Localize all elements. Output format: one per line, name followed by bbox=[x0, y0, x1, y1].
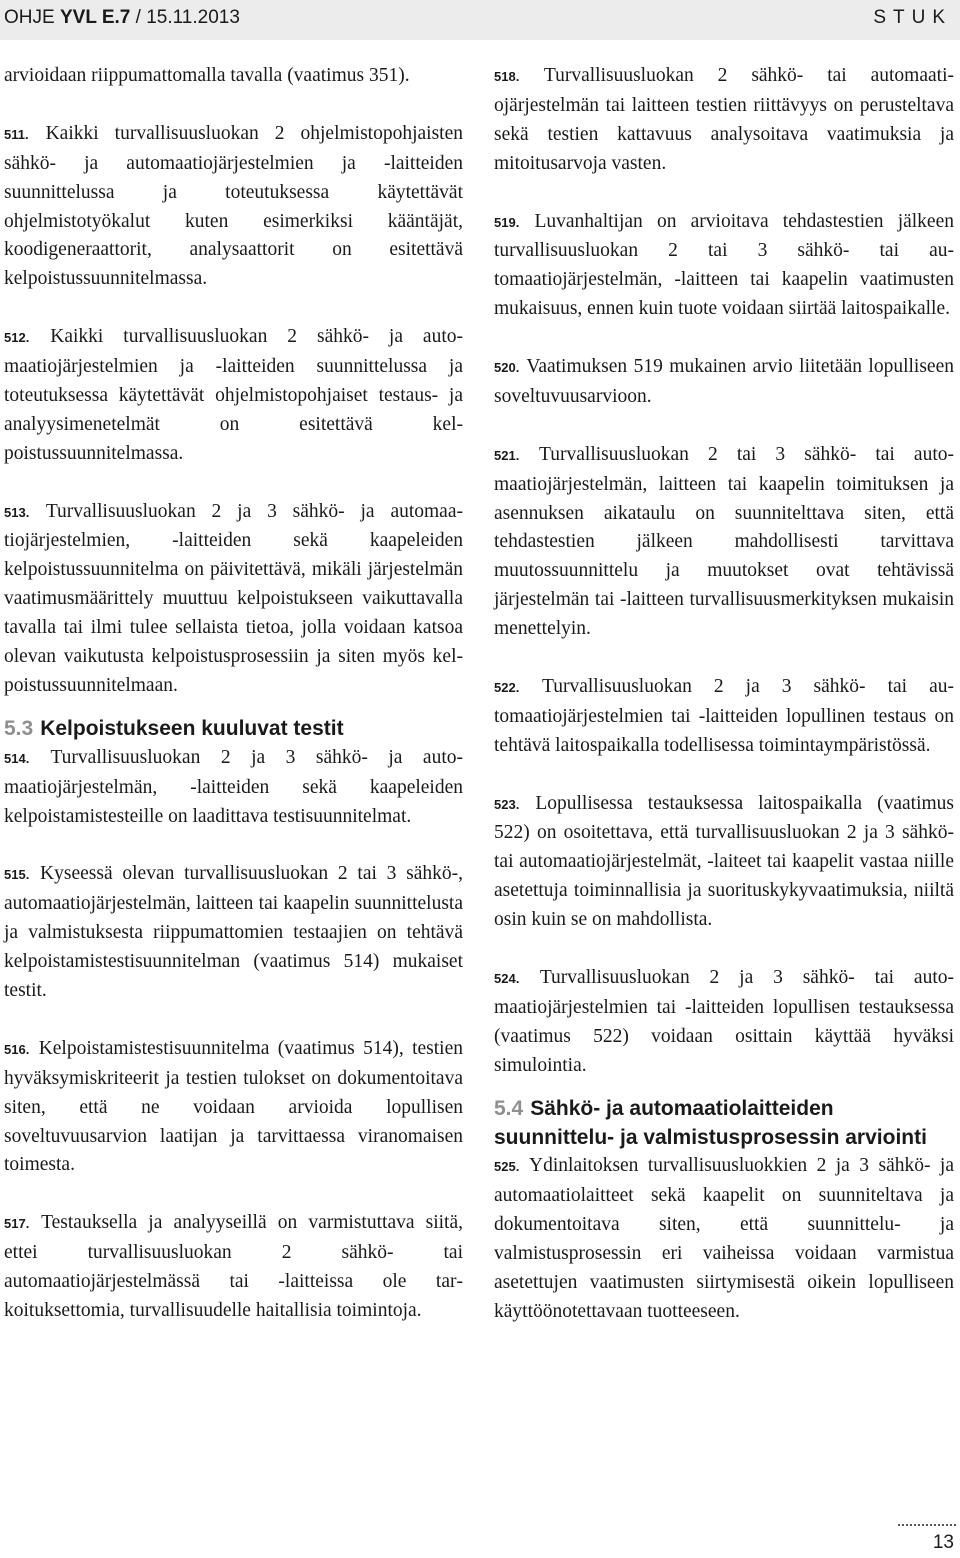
requirement-text: Kaikki turvallisuusluokan 2 sähkö- ja automaatiojärjestelmien ja -laitteiden suunnittelussa ja toteutuksessa käytettävät ohjelmistopohjaiset testaus- ja analyysimenetelmät on esitettävä kelpoistussuunnitelmassa. bbox=[4, 326, 463, 464]
requirement-512 bbox=[4, 323, 463, 469]
requirement-text: Turvallisuusluokan 2 tai 3 sähkö- tai automaatiojärjestelmän, laitteen tai kaapelin toimituksen ja asennuksen aikataulu on suunnitelttava siten, että tehdastestien jälkeen mahdollisesti tarvittava muutossuunnittelu ja muutokset ovat tehtävissä järjestelmän tai -laitteen turvallisuusmerkityksen mukaisin menettelyin. bbox=[494, 443, 954, 640]
guide-label: OHJE bbox=[4, 7, 55, 28]
requirement-text: Vaatimuksen 519 mukainen arvio liitetään lopulliseen soveltuvuusarvioon. bbox=[494, 356, 954, 407]
right-column bbox=[494, 62, 954, 1356]
requirement-text: Kaikki turvallisuusluokan 2 ohjelmistopohjaisten sähkö- ja automaatiojärjestelmien ja -laitteiden suunnittelussa ja toteutuksessa käytettävät ohjelmistotyökalut kuten esimerkiksi kääntäjät, koodigeneraattorit, analysaattorit on esitettävä kelpoistussuunnitelmassa. bbox=[4, 122, 463, 290]
requirement-text: Turvallisuusluokan 2 sähkö- tai automaatiojärjestelmän tai laitteen testien riittävyys on perusteltava sekä testien kattavuus analysoitava vaatimuksia ja mitoitusarvoja vasten. bbox=[494, 65, 954, 174]
requirement-text: Turvallisuusluokan 2 ja 3 sähkö- ja automaatiojärjestelmien, -laitteiden sekä kaapeleiden kelpoistussuunnitelma on päivitettävä, mikäli järjestelmän vaatimusmäärittely muuttuu kelpoistukseen vaikuttavalla tavalla tai ilmi tulee sellaista tietoa, jolla voidaan katsoa olevan vaikutusta kelpoistusprosessiin ja siten myös kelpoistussuunnitelmaan. bbox=[4, 500, 463, 696]
section-number: 5.3 bbox=[4, 716, 34, 740]
requirement-number: 515. bbox=[4, 867, 30, 883]
page-header bbox=[0, 0, 960, 40]
requirement-520 bbox=[494, 353, 954, 412]
requirement-522 bbox=[494, 673, 954, 761]
footer-dotted-rule bbox=[898, 1524, 956, 1526]
requirement-text: Turvallisuusluokan 2 ja 3 sähkö- ja automaatiojärjestelmän, -laitteiden sekä kaapeleiden kelpoistamistesteille on laadittava testisuunnitelmat. bbox=[4, 746, 463, 827]
requirement-number: 523. bbox=[494, 796, 520, 812]
requirement-514 bbox=[4, 744, 463, 832]
requirement-523 bbox=[494, 790, 954, 936]
requirement-number: 513. bbox=[4, 504, 30, 520]
header-separator: / bbox=[130, 7, 147, 28]
requirement-519 bbox=[494, 208, 954, 325]
document-reference bbox=[4, 3, 240, 33]
requirement-number: 518. bbox=[494, 69, 520, 84]
page-number: 13 bbox=[932, 1532, 954, 1553]
requirement-511 bbox=[4, 120, 463, 294]
requirement-text: Ydinlaitoksen turvallisuusluokkien 2 ja 3 sähkö- ja automaatiolaitteet sekä kaapelit on suunniteltava ja dokumentoitava siten, että suunnittelu- ja valmistusprosessin eri vaiheissa voidaan varmistua asetettujen vaatimusten siirtymisestä oikein lopulliseen käyttöönotettavaan tuotteeseen. bbox=[494, 1155, 954, 1322]
requirement-517 bbox=[4, 1209, 463, 1326]
requirement-text: Kelpoistamistestisuunnitelma (vaatimus 514), testien hyväksymiskriteerit ja testien tulokset on dokumentoitava siten, että ne voidaan arvioida lopullisen soveltuvuusarvion laatijan ja tarvittaessa viranomaisen toimesta. bbox=[4, 1037, 463, 1176]
requirement-number: 512. bbox=[4, 330, 30, 346]
requirement-number: 522. bbox=[494, 679, 520, 695]
requirement-513 bbox=[4, 498, 463, 701]
standard-code: YVL E.7 bbox=[59, 7, 131, 28]
requirement-521 bbox=[494, 441, 954, 644]
organization-name: STUK bbox=[873, 7, 952, 28]
left-column bbox=[4, 62, 463, 1355]
section-number: 5.4 bbox=[494, 1096, 524, 1120]
requirement-number: 524. bbox=[494, 971, 520, 986]
requirement-515 bbox=[4, 860, 463, 1006]
requirement-525 bbox=[494, 1152, 954, 1326]
requirement-number: 514. bbox=[4, 750, 30, 766]
document-date: 15.11.2013 bbox=[146, 7, 240, 28]
requirement-524 bbox=[494, 964, 954, 1081]
requirement-number: 519. bbox=[494, 214, 520, 230]
section-heading-5-4 bbox=[494, 1095, 954, 1153]
section-heading-5-3 bbox=[4, 715, 463, 744]
requirement-text: Kyseessä olevan turvallisuusluokan 2 tai 3 sähkö-, automaatiojärjestelmän, laitteen tai kaapelin suunnittelusta ja valmistuksesta riippumattomien testaajien on tehtävä kelpoistamistestisuunnitelman (vaatimus 514) mukaiset testit. bbox=[4, 863, 463, 1002]
requirement-516 bbox=[4, 1035, 463, 1181]
section-title: Sähkö- ja automaatiolaitteiden suunnittelu- ja valmistusprosessin arviointi bbox=[494, 1096, 927, 1149]
requirement-number: 520. bbox=[494, 360, 520, 376]
requirement-text: Luvanhaltijan on arvioitava tehdastestien jälkeen turvallisuusluokan 2 tai 3 sähkö- tai automaatiojärjestelmän, -laitteen tai kaapelin vaatimusten mukaisuus, ennen kuin tuote voidaan siirtää laitospaikalle. bbox=[494, 210, 954, 320]
requirement-number: 516. bbox=[4, 1041, 30, 1057]
intro-paragraph: arvioidaan riippumattomalla tavalla (vaatimus 351). bbox=[4, 65, 410, 86]
requirement-518 bbox=[494, 62, 954, 179]
requirement-text: Lopullisessa testauksessa laitospaikalla (vaatimus 522) on osoitettava, että turvallisuusluokan 2 ja 3 sähkö- tai automaatiojärjestelmät, -laiteet tai kaapelit vastaa niille asetettuja toiminnallisia ja suorituskykyvaatimuksia, niiltä osin kuin se on mahdollista. bbox=[494, 792, 954, 931]
section-title: Kelpoistukseen kuuluvat testit bbox=[40, 716, 344, 740]
requirement-number: 521. bbox=[494, 447, 520, 463]
requirement-text: Testauksella ja analyyseillä on varmistuttava siitä, ettei turvallisuusluokan 2 sähkö- tai automaatiojärjestelmässä tai -laitteissa ole tarkoituksettomia, turvallisuudelle haitallisia toimintoja. bbox=[4, 1212, 463, 1321]
requirement-number: 511. bbox=[4, 126, 29, 142]
requirement-text: Turvallisuusluokan 2 ja 3 sähkö- tai automaatiojärjestelmien tai -laitteiden lopullisen testauksessa (vaatimus 522) voidaan osittain käyttää hyväksi simulointia. bbox=[494, 967, 954, 1076]
requirement-number: 525. bbox=[494, 1159, 520, 1175]
requirement-number: 517. bbox=[4, 1216, 30, 1232]
requirement-text: Turvallisuusluokan 2 ja 3 sähkö- tai automaatiojärjestelmien tai -laitteiden lopullinen testaus on tehtävä laitospaikalla todellisessa toimintaympäristössä. bbox=[494, 675, 954, 756]
